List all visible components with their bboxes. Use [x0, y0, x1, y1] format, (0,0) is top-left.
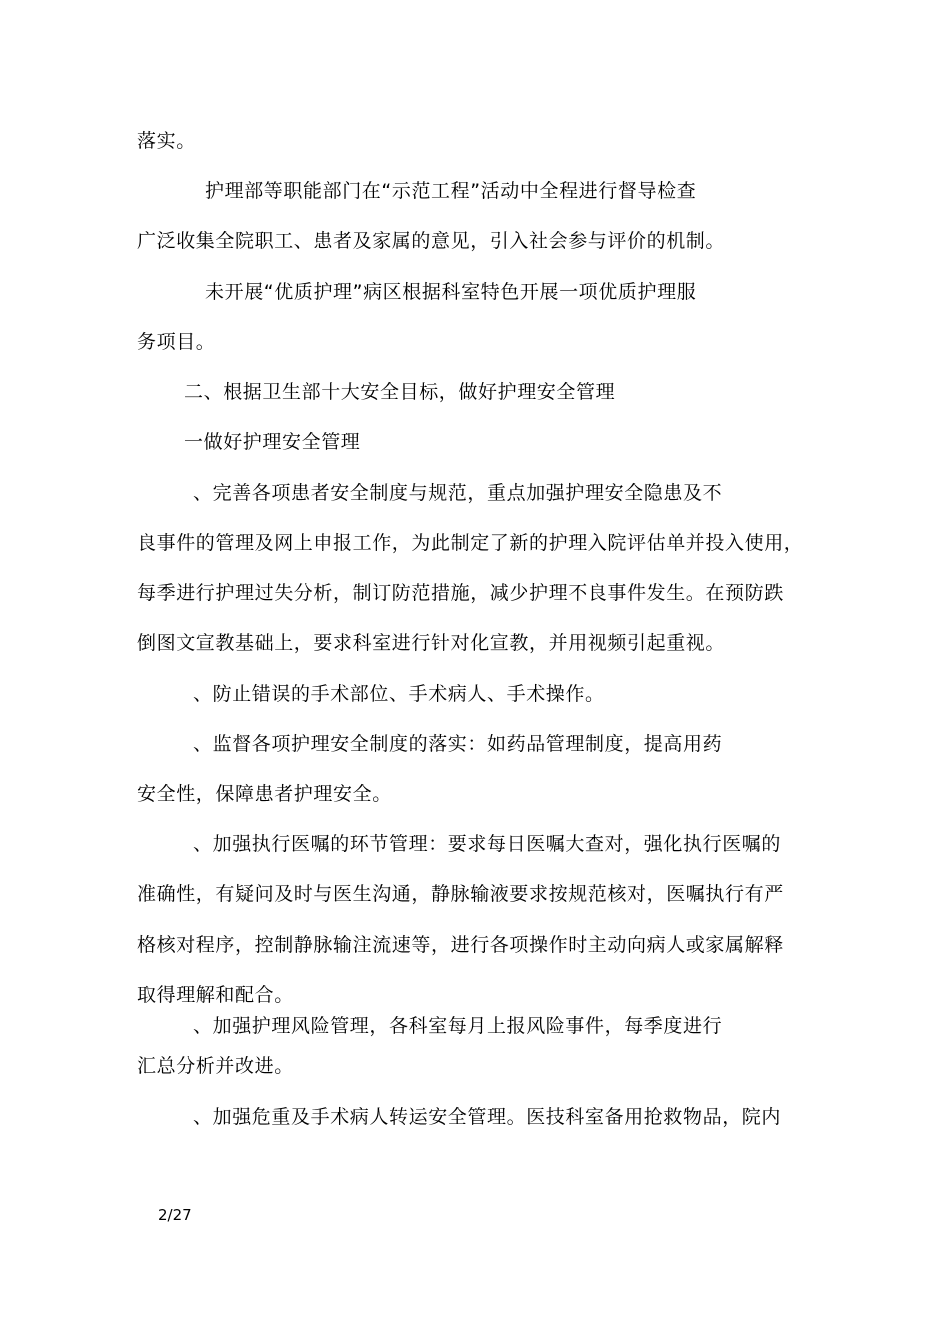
text-line: 落实。	[137, 130, 196, 152]
text-line: 汇总分析并改进。	[137, 1055, 294, 1077]
subsection-heading: 一做好护理安全管理	[184, 431, 361, 453]
text-line: 广泛收集全院职工、患者及家属的意见，引入社会参与评价的机制。	[137, 230, 726, 252]
text-line: 、防止错误的手术部位、手术病人、手术操作。	[193, 683, 605, 705]
text-line: 、加强执行医嘱的环节管理：要求每日医嘱大查对，强化执行医嘱的	[193, 833, 782, 855]
text-line: 每季进行护理过失分析，制订防范措施，减少护理不良事件发生。在预防跌	[137, 582, 784, 604]
page-number: 2/27	[158, 1206, 192, 1224]
text-line: 务项目。	[137, 331, 216, 353]
text-line: 、加强危重及手术病人转运安全管理。医技科室备用抢救物品，院内	[193, 1106, 782, 1128]
text-line: 安全性，保障患者护理安全。	[137, 783, 392, 805]
text-line: 未开展“优质护理”病区根据科室特色开展一项优质护理服	[205, 281, 697, 303]
text-line: 取得理解和配合。	[137, 984, 294, 1006]
text-line: 、完善各项患者安全制度与规范，重点加强护理安全隐患及不	[193, 482, 723, 504]
text-line: 良事件的管理及网上申报工作，为此制定了新的护理入院评估单并投入使用，	[137, 532, 804, 554]
text-line: 准确性，有疑问及时与医生沟通，静脉输液要求按规范核对，医嘱执行有严	[137, 883, 784, 905]
section-heading: 二、根据卫生部十大安全目标，做好护理安全管理	[184, 381, 616, 403]
text-line: 、监督各项护理安全制度的落实：如药品管理制度，提高用药	[193, 733, 723, 755]
text-line: 格核对程序，控制静脉输注流速等，进行各项操作时主动向病人或家属解释	[137, 934, 784, 956]
text-line: 、加强护理风险管理，各科室每月上报风险事件，每季度进行	[193, 1015, 723, 1037]
text-line: 护理部等职能部门在“示范工程”活动中全程进行督导检查	[205, 180, 697, 202]
text-line: 倒图文宣教基础上，要求科室进行针对化宣教，并用视频引起重视。	[137, 632, 726, 654]
